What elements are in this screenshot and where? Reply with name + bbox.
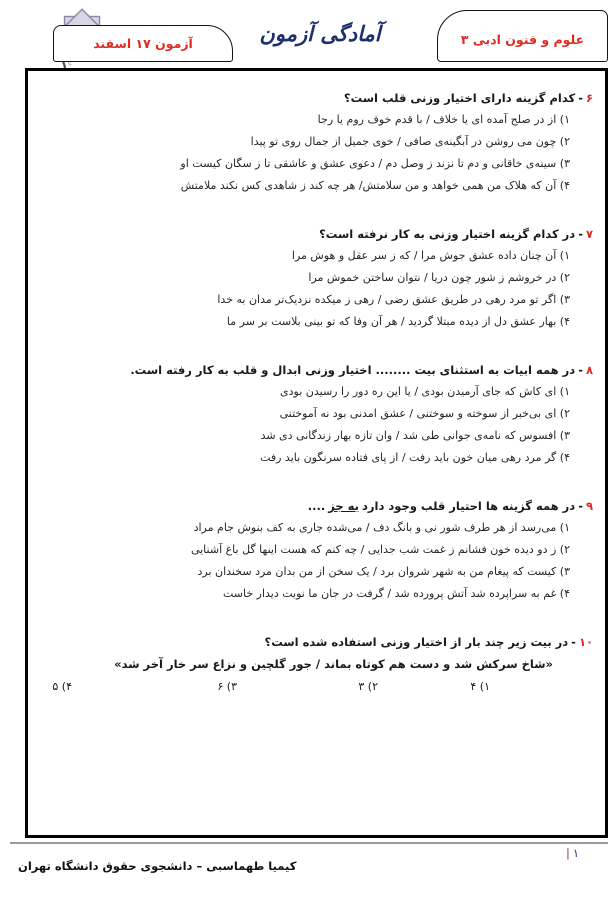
question-separator: - bbox=[578, 499, 583, 513]
question-7 bbox=[38, 223, 593, 333]
question-number: ۶ bbox=[585, 91, 593, 105]
question-number: ۷ bbox=[585, 227, 593, 241]
options-group bbox=[38, 245, 593, 333]
question-number: ۸ bbox=[585, 363, 593, 377]
option-2: ۲) چون می روشن در آبگینه‌ی صافی / خوی جمیل از جمال روی تو پیدا bbox=[250, 135, 570, 148]
question-separator: - bbox=[578, 91, 583, 105]
question-text-underlined: به جز bbox=[328, 499, 359, 513]
option-3: ۳) افسوس که نامه‌ی جوانی طی شد / وان تازه بهار زندگانی دی شد bbox=[260, 429, 570, 442]
question-10-head bbox=[38, 631, 593, 653]
course-label: علوم و فنون ادبی ۳ bbox=[460, 31, 585, 47]
option-4: ۴) غم به سراپرده شد آتش پرورده شد / گرفت در جان ما نوبت دیدار خاست bbox=[222, 587, 570, 600]
question-6-head bbox=[38, 87, 593, 109]
question-number: ۹ bbox=[585, 499, 593, 513]
page-number-value: ۱ bbox=[572, 846, 579, 860]
question-9-head bbox=[38, 495, 593, 517]
question-8-head bbox=[38, 359, 593, 381]
question-9 bbox=[38, 495, 593, 605]
question-text: در همه ابیات به استثنای بیت ........ اختیار وزنی ابدال و قلب به کار رفته است. bbox=[130, 363, 576, 377]
page-number-separator: | bbox=[565, 846, 570, 860]
exam-date-badge bbox=[53, 25, 233, 62]
course-badge bbox=[437, 10, 608, 62]
question-verse: «شاخ سرکش شد و دست هم کوتاه بماند / جور گلچین و نزاع سر خار آخر شد» bbox=[114, 657, 553, 671]
answer-option-1: ۱) ۴ bbox=[470, 680, 490, 693]
page-number bbox=[566, 846, 579, 860]
option-3: ۳) اگر تو مرد رهی در طریق عشق رضی / رهی ز میکده نزدیک‌تر مدان به خدا bbox=[217, 293, 570, 306]
questions-list bbox=[28, 71, 605, 698]
option-1: ۱) می‌رسد از هر طرف شور نی و بانگ دف / می‌شده جاری به کف بنوش جام مراد bbox=[193, 521, 570, 534]
question-text-after: .... bbox=[307, 499, 326, 513]
options-group bbox=[38, 109, 593, 197]
footer-divider bbox=[10, 842, 608, 844]
question-text: در همه گزینه ها احتیار قلب وجود دارد bbox=[361, 499, 576, 513]
option-2: ۲) ای بی‌خبر از سوخته و سوختنی / عشق امدنی بود نه آموختنی bbox=[279, 407, 570, 420]
options-group bbox=[38, 381, 593, 469]
option-1: ۱) از در صلح آمده ای یا خلاف / با قدم خوف روم یا رجا bbox=[317, 113, 570, 126]
option-3: ۳) کیست که پیغام من به شهر شروان برد / یک سخن از من بدان مرد سخندان برد bbox=[197, 565, 570, 578]
options-group bbox=[38, 517, 593, 605]
option-4: ۴) آن که هلاک من همی خواهد و من سلامتش/ هر چه کند ز شاهدی کس نکند ملامتش bbox=[180, 179, 570, 192]
option-1: ۱) ای کاش که جای آرمیدن بودی / یا این ره دور را رسیدن بودی bbox=[280, 385, 570, 398]
option-2: ۲) ز دو دیده خون فشانم ز غمت شب جدایی / چه کنم که هست اینها گل باغ آشنایی bbox=[190, 543, 570, 556]
question-10 bbox=[38, 631, 593, 698]
option-2: ۲) در خروشم ز شور چون دریا / نتوان ساختن خموش مرا bbox=[308, 271, 570, 284]
exam-date-label: آزمون ۱۷ اسفند bbox=[93, 36, 193, 51]
option-4: ۴) بهار عشق دل از دیده مبتلا گردید / هر آن وفا که تو بینی بلاست بر سر ما bbox=[226, 315, 570, 328]
question-separator: - bbox=[578, 363, 583, 377]
option-4: ۴) گر مرد رهی میان خون باید رفت / از پای فتاده سرنگون باید رفت bbox=[260, 451, 570, 464]
option-3: ۳) سینه‌ی خاقانی و دم تا نزند ز وصل دم / دعوی عشق و عاشقی تا ز سگان کیست او bbox=[180, 157, 570, 170]
answers-row bbox=[38, 676, 593, 698]
brand-title: آمادگی آزمون bbox=[259, 22, 381, 46]
question-7-head bbox=[38, 223, 593, 245]
question-6 bbox=[38, 87, 593, 197]
answer-option-2: ۲) ۳ bbox=[358, 680, 378, 693]
author-credit: کیمیا طهماسبی – دانشجوی حقوق دانشگاه تهران bbox=[18, 859, 297, 873]
question-8 bbox=[38, 359, 593, 469]
question-separator: - bbox=[578, 227, 583, 241]
answer-option-3: ۳) ۶ bbox=[217, 680, 237, 693]
option-1: ۱) آن چنان داده عشق جوش مرا / که ز سر عقل و هوش مرا bbox=[291, 249, 570, 262]
question-text: در کدام گزینه اختیار وزنی به کار نرفته است؟ bbox=[319, 227, 576, 241]
question-separator: - bbox=[571, 635, 576, 649]
question-number: ۱۰ bbox=[578, 635, 593, 649]
questions-frame bbox=[25, 68, 608, 838]
answer-option-4: ۴) ۵ bbox=[52, 680, 72, 693]
question-text: کدام گزینه دارای اختیار وزنی قلب است؟ bbox=[343, 91, 576, 105]
question-text: در بیت زیر چند بار از اختیار وزنی استفاده شده است؟ bbox=[264, 635, 569, 649]
